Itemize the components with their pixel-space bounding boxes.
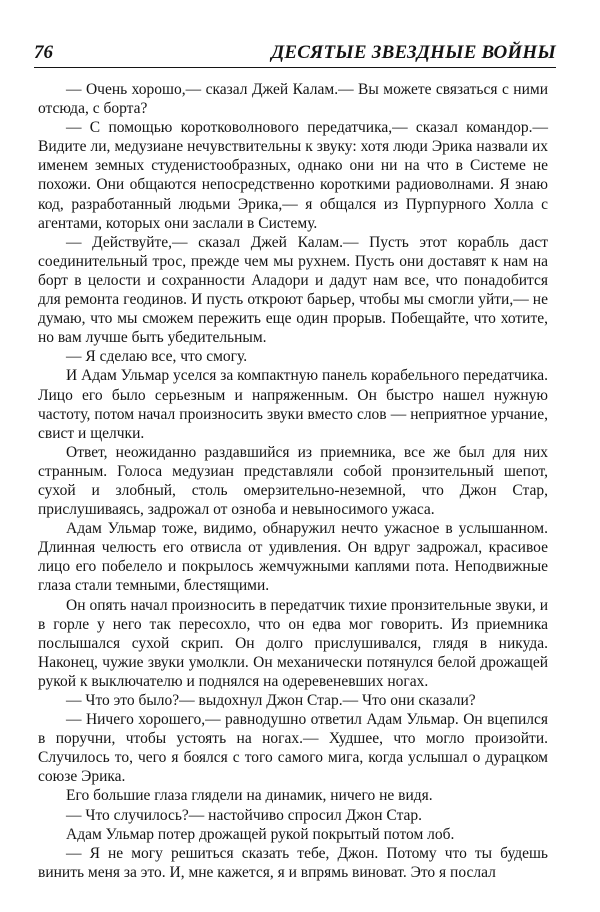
- paragraph: Ответ, неожиданно раздавшийся из приемника, все же был для них странным. Голоса медузиан представляли собой пронзительный шепот, сухой и злобный, столь омерзительно-неземной, что Джон Стар, прислушиваясь, задрожал от озноба и невыносимого ужаса.: [38, 443, 548, 519]
- paragraph: Его большие глаза глядели на динамик, ничего не видя.: [66, 787, 433, 805]
- paragraph: Он опять начал произносить в передатчик тихие пронзительные звуки, и в горле у него так пересохло, что он едва мог говорить. Из приемника послышался сухой скрип. Он долго прислушивался, глядя в никуда. Наконец, чужие звуки умолкли. Он механически потянулся белой дрожащей рукой к выключателю и поднялся на одеревеневших ногах.: [38, 596, 548, 690]
- paragraph: — Что случилось?— настойчиво спросил Джон Стар.: [66, 806, 423, 824]
- page-number: 76: [34, 42, 53, 63]
- page-header: [34, 40, 556, 64]
- paragraph: — Ничего хорошего,— равнодушно ответил Адам Ульмар. Он вцепился в поручни, чтобы устоять на ногах.— Худшее, что могло произойти. Случилось то, чего я боялся с того самого мига, когда услышал о дурацком союзе Эрика.: [38, 711, 548, 786]
- body-text: [38, 80, 548, 882]
- running-title: ДЕСЯТЫЕ ЗВЕЗДНЫЕ ВОЙНЫ: [271, 42, 556, 63]
- paragraph: Адам Ульмар потер дрожащей рукой покрытый потом лоб.: [66, 825, 455, 843]
- paragraph: — Я не могу решиться сказать тебе, Джон. Потому что ты будешь винить меня за это. И, мне кажется, я и впрямь виноват. Это я послал: [38, 844, 548, 881]
- paragraph: — Очень хорошо,— сказал Джей Калам.— Вы можете связаться с ними отсюда, с борта?: [38, 81, 548, 118]
- paragraph: — Действуйте,— сказал Джей Калам.— Пусть этот корабль даст соединительный трос, прежде чем мы рухнем. Пусть они доставят к нам на борт в целости и сохранности Аладори и дадут нам все, что понадобится для ремонта геодинов. И пусть откроют барьер, чтобы мы смогли уйти,— не думаю, что мы сможем пережить еще один прорыв. Побещайте, что хотите, но вам лучше быть убедительным.: [38, 233, 548, 347]
- paragraph: — Что это было?— выдохнул Джон Стар.— Что они сказали?: [66, 692, 476, 709]
- paragraph: — С помощью коротковолнового передатчика,— сказал командор.— Видите ли, медузиане нечувствительны к звуку: хотя люди Эрика назвали их именем земных студенистообразных, однако они ни на что в Системе не похожи. Они общаются непосредственно короткими радиоволнами. Я знаю код, разработанный людьми Эрика,— я общался из Пурпурного Холла с агентами, которых они заслали в Систему.: [38, 119, 548, 232]
- paragraph: Адам Ульмар тоже, видимо, обнаружил нечто ужасное в услышанном. Длинная челюсть его отвисла от удивления. Он вдруг задрожал, красивое лицо его побелело и покрылось жемчужными каплями пота. Неподвижные глаза стали темными, блестящими.: [38, 520, 548, 595]
- paragraph: — Я сделаю все, что смогу.: [66, 348, 248, 366]
- header-rule: [34, 67, 556, 68]
- paragraph: И Адам Ульмар уселся за компактную панель корабельного передатчика. Лицо его было серьезным и напряженным. Он быстро нашел нужную частоту, потом начал произносить звуки вместо слов — неприятное урчание, свист и щелчки.: [38, 367, 548, 442]
